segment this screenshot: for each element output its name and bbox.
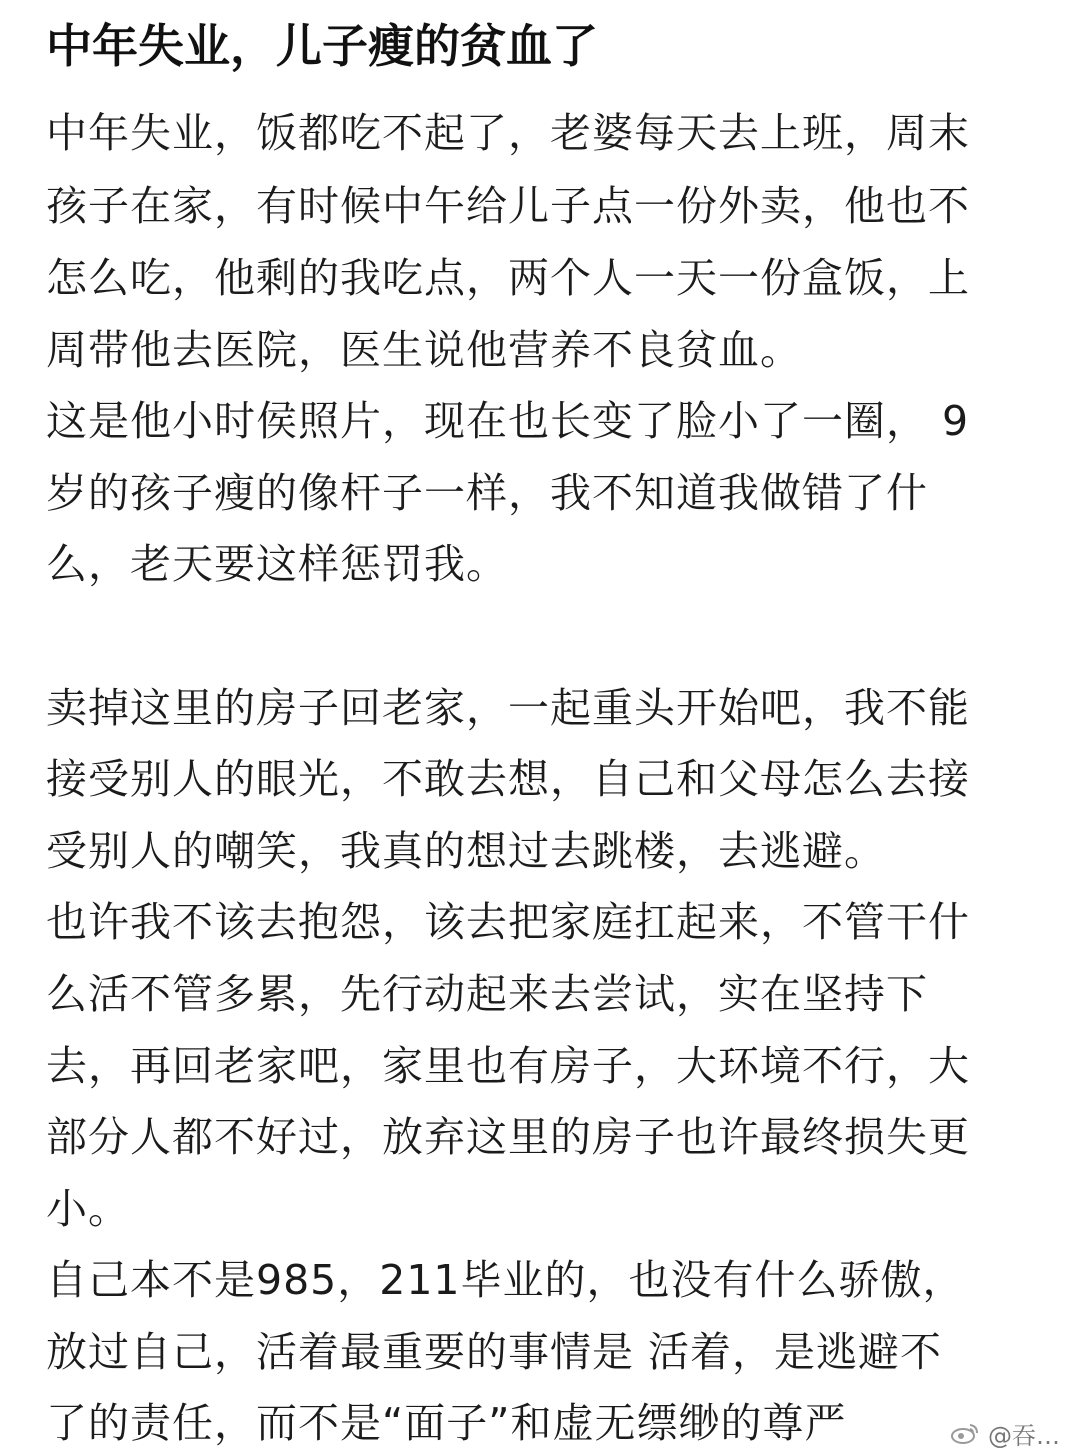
article-line: 了的责任，而不是“面子”和虚无缥缈的尊严 [46,1399,847,1447]
article-line: 也许我不该去抱怨，该去把家庭扛起来，不管干什 [46,898,970,946]
article-line: 受别人的嘲笑，我真的想过去跳楼，去逃避。 [46,827,886,875]
article-line: 部分人都不好过，放弃这里的房子也许最终损失更 [46,1113,970,1161]
article-line: 这是他小时侯照片，现在也长变了脸小了一圈， 9 [46,397,970,445]
article-line: 卖掉这里的房子回老家，一起重头开始吧，我不能 [46,684,970,732]
article-line: 中年失业，饭都吃不起了，老婆每天去上班，周末 [46,109,970,157]
article-title: 中年失业，儿子瘦的贫血了 [46,19,598,73]
article-line: 去，再回老家吧，家里也有房子，大环境不行，大 [46,1042,970,1090]
article-line: 孩子在家，有时候中午给儿子点一份外卖，他也不 [46,182,970,230]
article-line: 怎么吃，他剩的我吃点，两个人一天一份盒饭，上 [46,254,970,302]
article-line: 接受别人的眼光，不敢去想，自己和父母怎么去接 [46,755,970,803]
weibo-logo-icon [950,1421,980,1445]
article-line: 自己本不是985，211毕业的，也没有什么骄傲， [46,1256,965,1304]
watermark-text: @吞… [988,1421,1060,1450]
article-line: 放过自己，活着最重要的事情是 活着，是逃避不 [46,1328,943,1376]
article-line: 么，老天要这样惩罚我。 [46,540,508,588]
article-line: 小。 [46,1185,130,1233]
article-line: 岁的孩子瘦的像杆子一样，我不知道我做错了什 [46,469,928,517]
weibo-watermark [940,1413,1070,1453]
article-line: 周带他去医院，医生说他营养不良贫血。 [46,326,802,374]
article-line: 么活不管多累，先行动起来去尝试，实在坚持下 [46,970,928,1018]
